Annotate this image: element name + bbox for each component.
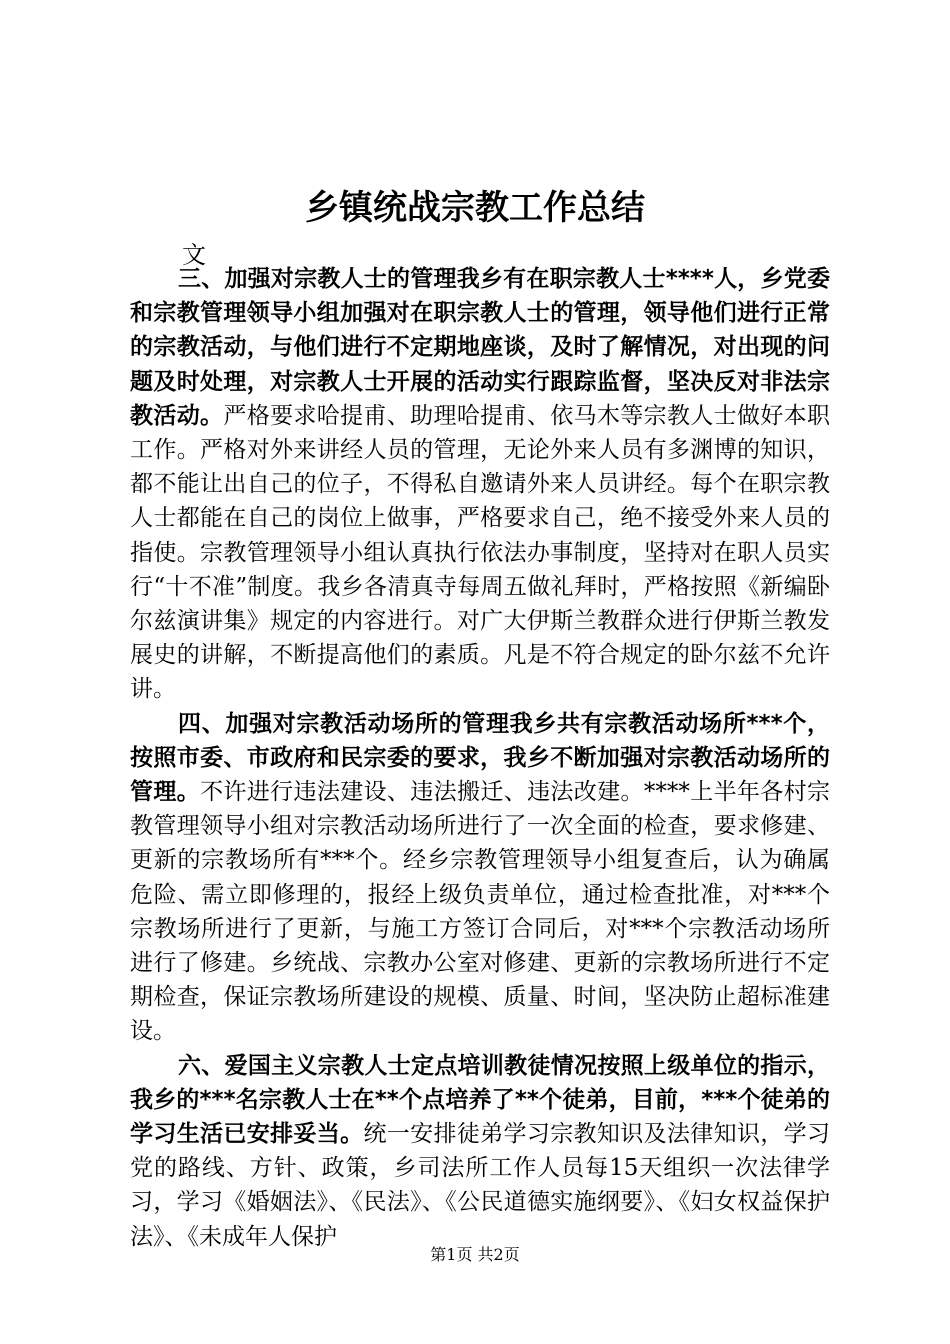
paragraph-text: 严格要求哈提甫、助理哈提甫、依马木等宗教人士做好本职工作。严格对外来讲经人员的管理，无论外来人员有多渊博的知识，都不能让出自己的位子，不得私自邀请外来人员讲经。每个在职宗教人士都能在自己的岗位上做事，严格要求自己，绝不接受外来人员的指使。宗教管理领导小组认真执行依法办事制度，坚持对在职人员实行“十不准”制度。我乡各清真寺每周五做礼拜时，严格按照《新编卧尔兹演讲集》规定的内容进行。对广大伊斯兰教群众进行伊斯兰教发展史的讲解，不断提高他们的素质。凡是不符合规定的卧尔兹不允许讲。 xyxy=(130,402,831,703)
paragraph-lead: 三、加强对宗教人士的管理我乡有在职宗教人士****人，乡党委和宗教管理领导小组加强对在职宗教人士的管理，领导他们进行正常的宗教活动，与他们进行不定期地座谈，及时了解情况，对出现的问题及时处理，对宗教人士开展的活动实行跟踪监督，坚决反对非法宗教活动。 xyxy=(130,266,830,429)
document-title: 乡镇统战宗教工作总结 xyxy=(305,188,645,228)
paragraph-religious-personnel xyxy=(130,262,830,707)
paragraph-lead: 六、爱国主义宗教人士定点培训教徒情况按照上级单位的指示，我乡的***名宗教人士在**个点培养了**个徒弟，目前，***个徒弟的学习生活已安排妥当。 xyxy=(130,1052,830,1148)
paragraph-text: 统一安排徒弟学习宗教知识及法律知识，学习党的路线、方针、政策，乡司法所工作人员每15天组织一次法律学习，学习《婚姻法》、《民法》、《公民道德实施纲要》、《妇女权益保护法》、《未成年人保护 xyxy=(130,1121,831,1250)
paragraph-lead: 四、加强对宗教活动场所的管理我乡共有宗教活动场所***个，按照市委、市政府和民宗委的要求，我乡不断加强对宗教活动场所的管理。 xyxy=(130,710,830,806)
document-body xyxy=(130,262,830,1254)
author-line: 文 xyxy=(182,241,206,269)
paragraph-training xyxy=(130,1049,830,1254)
paragraph-text: 不许进行违法建设、违法搬迁、违法改建。****上半年各村宗教管理领导小组对宗教活动场所进行了一次全面的检查，要求修建、更新的宗教场所有***个。经乡宗教管理领导小组复查后，认为确属危险、需立即修理的，报经上级负责单位，通过检查批准，对***个宗教场所进行了更新，与施工方签订合同后，对***个宗教活动场所进行了修建。乡统战、宗教办公室对修建、更新的宗教场所进行不定期检查，保证宗教场所建设的规模、质量、时间，坚决防止超标准建设。 xyxy=(130,779,831,1045)
page-footer: 第1页 共2页 xyxy=(430,1245,520,1264)
paragraph-religious-venues xyxy=(130,707,830,1049)
